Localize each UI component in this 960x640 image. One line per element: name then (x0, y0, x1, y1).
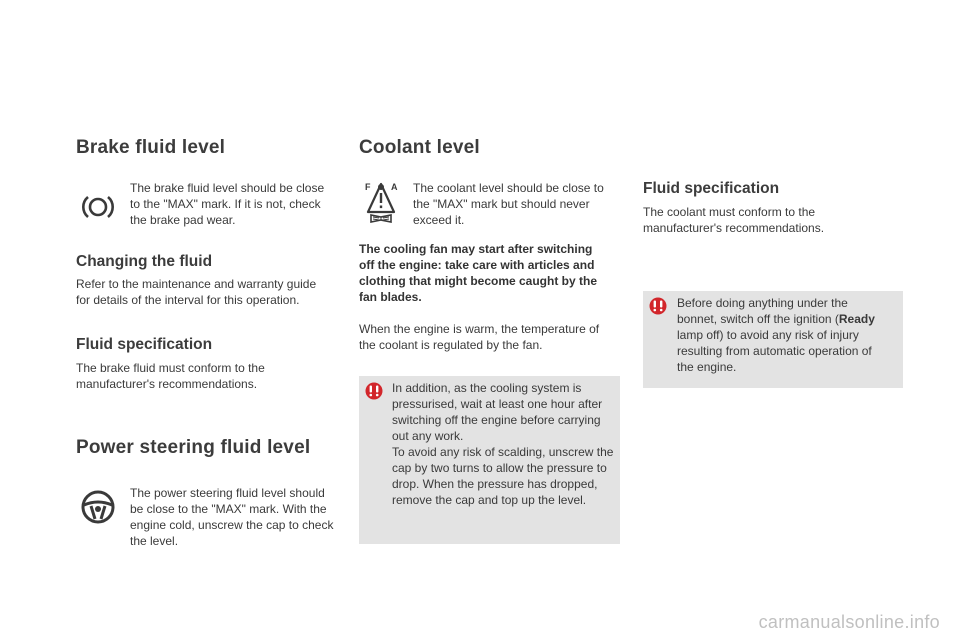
ignition-caution-note (643, 291, 903, 388)
brake-warning-icon (80, 193, 116, 221)
coolant-caution-note (359, 376, 620, 544)
site-watermark: carmanualsonline.info (758, 612, 940, 632)
power-steering-text: The power steering fluid level should be close to the "MAX" mark. With the engine cold, unscrew the cap to check the level. (130, 486, 334, 548)
brake-fluid-spec-text: The brake fluid must conform to the manufacturer's recommendations. (76, 361, 265, 391)
coolant-caution-text: In addition, as the cooling system is pressurised, wait at least one hour after switching off the engine before carrying out any work. To avoid any risk of scalding, unscrew the cap by two turns to allow the pressure to drop. When the pressure has dropped, remove the cap and top up the level. (392, 381, 614, 507)
exclamation-warning-icon (649, 297, 667, 315)
brake-fluid-title: Brake fluid level (76, 137, 226, 158)
brake-fluid-spec-title: Fluid specification (76, 336, 213, 353)
coolant-title: Coolant level (359, 137, 480, 158)
brake-icon-text: The brake fluid level should be close to the "MAX" mark. If it is not, check the brake pad wear. (130, 181, 325, 227)
cooling-fan-warning-text: The cooling fan may start after switching off the engine: take care with articles and clothing that might become caught by the fan blades. (359, 242, 598, 304)
steering-wheel-icon (80, 489, 116, 525)
coolant-fluid-spec-text: The coolant must conform to the manufacturer's recommendations. (643, 205, 825, 235)
engine-warm-text: When the engine is warm, the temperature of the coolant is regulated by the fan. (359, 322, 600, 352)
coolant-icon-text: The coolant level should be close to the "MAX" mark but should never exceed it. (413, 181, 604, 227)
svg-text:A: A (391, 182, 398, 192)
ignition-caution-text (677, 295, 891, 375)
exclamation-warning-icon (365, 382, 383, 400)
changing-fluid-title: Changing the fluid (76, 253, 213, 270)
ready-lamp-label: Ready (838, 312, 875, 326)
changing-fluid-text: Refer to the maintenance and warranty guide for details of the interval for this operation. (76, 277, 317, 307)
power-steering-title: Power steering fluid level (76, 437, 311, 458)
ignition-caution-text-post: lamp off) to avoid any risk of injury resulting from automatic operation of the engine. (677, 328, 872, 374)
ignition-caution-text-pre: Before doing anything under the bonnet, switch off the ignition ( (677, 296, 848, 326)
coolant-fan-warning-icon (362, 180, 400, 224)
coolant-fluid-spec-title: Fluid specification (643, 180, 780, 197)
svg-text:F: F (365, 182, 371, 192)
